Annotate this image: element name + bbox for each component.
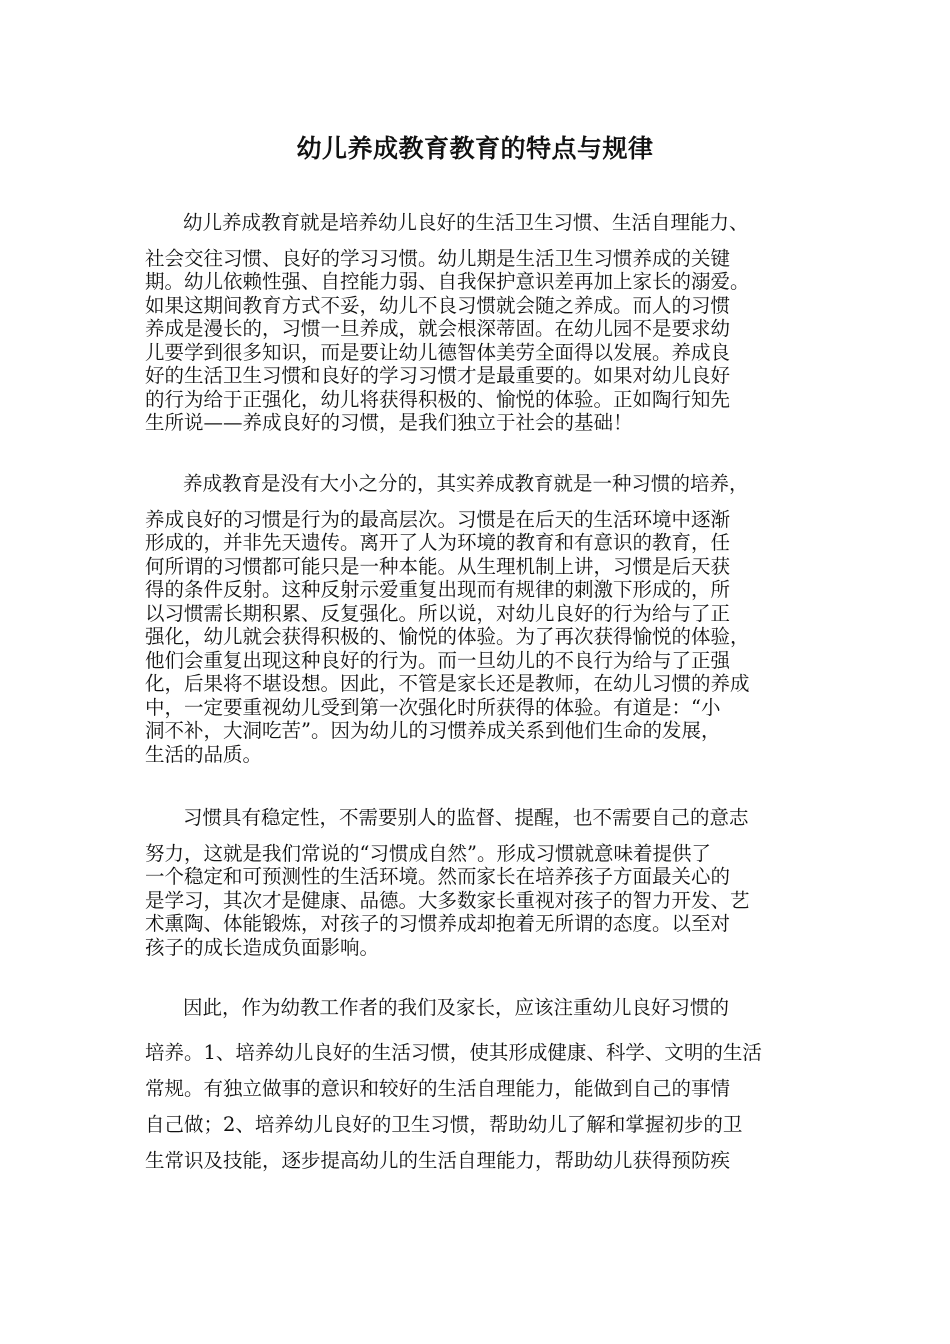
- paragraph-line: 自己做；2、培养幼儿良好的卫生习惯，帮助幼儿了解和掌握初步的卫: [145, 1113, 743, 1136]
- paragraph-2: [145, 472, 813, 766]
- paragraph-line: 洞不补，大洞吃苦”。因为幼儿的习惯养成关系到他们生命的发展，: [145, 719, 721, 742]
- paragraph-line: 得的条件反射。这种反射示爱重复出现而有规律的刺激下形成的，所: [145, 578, 731, 601]
- paragraph-line: 形成的，并非先天遗传。离开了人为环境的教育和有意识的教育，任: [145, 531, 731, 554]
- paragraph-line: 幼儿养成教育就是培养幼儿良好的生活卫生习惯、生活自理能力、: [183, 211, 749, 234]
- paragraph-line: 养成教育是没有大小之分的，其实养成教育就是一种习惯的培养，: [183, 472, 749, 495]
- paragraph-line: 儿要学到很多知识，而是要让幼儿德智体美劳全面得以发展。养成良: [145, 340, 731, 364]
- paragraph-line: 是学习，其次才是健康、品德。大多数家长重视对孩子的智力开发、艺: [145, 888, 750, 912]
- paragraph-line: 因此，作为幼教工作者的我们及家长，应该注重幼儿良好习惯的: [183, 996, 730, 1019]
- paragraph-line: 他们会重复出现这种良好的行为。而一旦幼儿的不良行为给与了正强: [145, 648, 731, 672]
- paragraph-line: 努力，这就是我们常说的“习惯成自然”。形成习惯就意味着提供了: [145, 841, 711, 865]
- paragraph-line: 养成是漫长的，习惯一旦养成，就会根深蒂固。在幼儿园不是要求幼: [145, 317, 731, 340]
- paragraph-line: 何所谓的习惯都可能只是一种本能。从生理机制上讲，习惯是后天获: [145, 554, 731, 578]
- paragraph-line: 培养。1、培养幼儿良好的生活习惯，使其形成健康、科学、文明的生活: [145, 1041, 762, 1064]
- paragraph-line: 生所说——养成良好的习惯，是我们独立于社会的基础！: [145, 411, 633, 434]
- document-title: 幼儿养成教育教育的特点与规律: [296, 134, 654, 163]
- paragraph-line: 常规。有独立做事的意识和较好的生活自理能力，能做到自己的事情: [145, 1077, 731, 1100]
- paragraph-line: 社会交往习惯、良好的学习习惯。幼儿期是生活卫生习惯养成的关键: [145, 246, 731, 270]
- paragraph-line: 生常识及技能，逐步提高幼儿的生活自理能力，帮助幼儿获得预防疾: [145, 1149, 731, 1172]
- paragraph-line: 强化，幼儿就会获得积极的、愉悦的体验。为了再次获得愉悦的体验，: [145, 625, 750, 648]
- paragraph-3: [145, 806, 813, 959]
- paragraph-1: [145, 211, 813, 435]
- paragraph-line: 化，后果将不堪设想。因此，不管是家长还是教师，在幼儿习惯的养成: [145, 672, 750, 695]
- paragraph-line: 中，一定要重视幼儿受到第一次强化时所获得的体验。有道是：“小: [145, 695, 721, 719]
- paragraph-line: 养成良好的习惯是行为的最高层次。习惯是在后天的生活环境中逐渐: [145, 507, 731, 531]
- paragraph-line: 如果这期间教育方式不妥，幼儿不良习惯就会随之养成。而人的习惯: [145, 293, 731, 317]
- paragraph-line: 以习惯需长期积累、反复强化。所以说，对幼儿良好的行为给与了正: [145, 601, 731, 625]
- paragraph-line: 术熏陶、体能锻炼，对孩子的习惯养成却抱着无所谓的态度。以至对: [145, 912, 731, 935]
- paragraph-line: 好的生活卫生习惯和良好的学习习惯才是最重要的。如果对幼儿良好: [145, 364, 731, 387]
- paragraph-4: [145, 990, 813, 1179]
- paragraph-line: 孩子的成长造成负面影响。: [145, 935, 380, 959]
- paragraph-line: 的行为给于正强化，幼儿将获得积极的、愉悦的体验。正如陶行知先: [145, 387, 731, 411]
- paragraph-line: 习惯具有稳定性，不需要别人的监督、提醒，也不需要自己的意志: [183, 806, 749, 829]
- paragraph-line: 生活的品质。: [145, 742, 263, 766]
- paragraph-line: 期。幼儿依赖性强、自控能力弱、自我保护意识差再加上家长的溺爱。: [145, 270, 750, 293]
- paragraph-line: 一个稳定和可预测性的生活环境。然而家长在培养孩子方面最关心的: [145, 865, 731, 888]
